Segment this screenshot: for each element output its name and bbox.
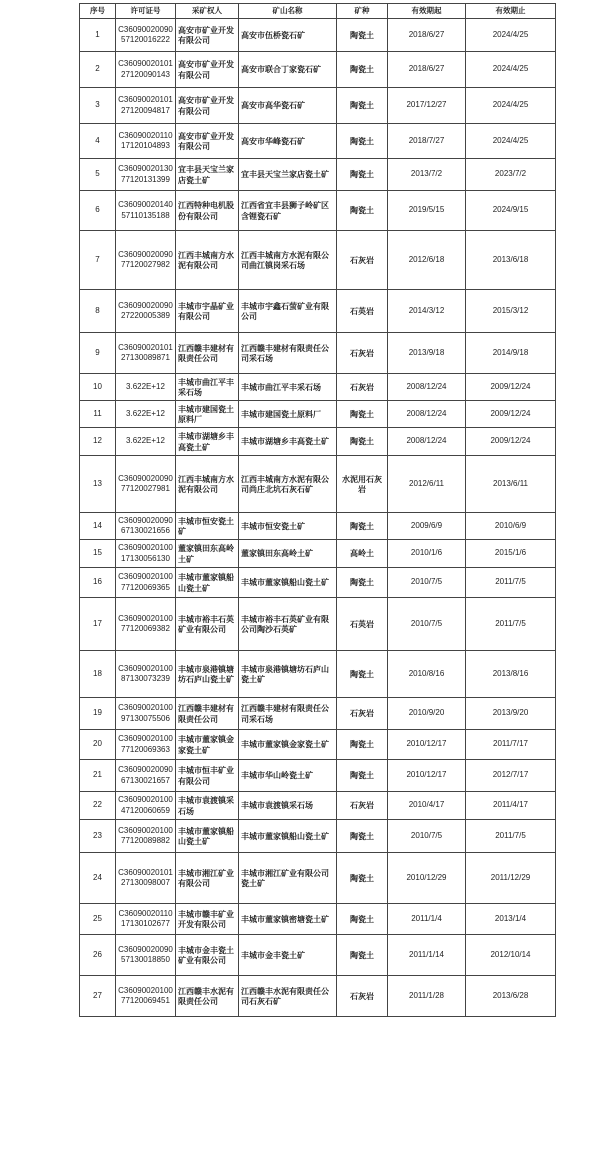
valid-until: 2024/4/25 — [466, 19, 556, 52]
valid-until: 2009/12/24 — [466, 428, 556, 456]
table-row — [80, 651, 556, 698]
valid-until: 2013/6/28 — [466, 976, 556, 1017]
valid-from: 2010/7/5 — [388, 598, 466, 651]
valid-until: 2013/6/11 — [466, 456, 556, 513]
mining-right-holder: 丰城市金丰瓷土矿业有限公司 — [176, 935, 239, 976]
mining-right-holder: 丰城市裕丰石英矿业有限公司 — [176, 598, 239, 651]
valid-from: 2010/7/5 — [388, 820, 466, 853]
valid-until: 2011/7/5 — [466, 820, 556, 853]
valid-until: 2011/7/5 — [466, 568, 556, 598]
license-number: C36090020100 17130056130 — [116, 540, 176, 568]
mining-right-holder: 江西丰城南方水泥有限公司 — [176, 231, 239, 290]
license-number: 3.622E+12 — [116, 428, 176, 456]
mine-name: 丰城市湘江矿业有限公司瓷土矿 — [239, 853, 337, 904]
mining-right-holder: 江西特种电机股份有限公司 — [176, 191, 239, 231]
mine-name: 江西丰城南方水泥有限公司尚庄北坑石灰石矿 — [239, 456, 337, 513]
mine-name: 江西丰城南方水泥有限公司曲江镇岗采石场 — [239, 231, 337, 290]
valid-from: 2008/12/24 — [388, 428, 466, 456]
table-row — [80, 428, 556, 456]
valid-until: 2010/6/9 — [466, 513, 556, 540]
table-row — [80, 401, 556, 428]
mining-right-holder: 丰城市董家镇船山瓷土矿 — [176, 568, 239, 598]
table-row — [80, 698, 556, 730]
valid-until: 2024/4/25 — [466, 88, 556, 124]
valid-from: 2014/3/12 — [388, 290, 466, 333]
mineral-type: 陶瓷土 — [337, 124, 388, 159]
valid-from: 2008/12/24 — [388, 374, 466, 401]
valid-from: 2018/6/27 — [388, 19, 466, 52]
valid-until: 2015/3/12 — [466, 290, 556, 333]
valid-from: 2011/1/4 — [388, 904, 466, 935]
mineral-type: 陶瓷土 — [337, 88, 388, 124]
mineral-type: 陶瓷土 — [337, 730, 388, 760]
license-number: C36090020110 17120104893 — [116, 124, 176, 159]
valid-from: 2017/12/27 — [388, 88, 466, 124]
mine-name: 董家镇田东高岭土矿 — [239, 540, 337, 568]
mineral-type: 陶瓷土 — [337, 159, 388, 191]
row-number: 3 — [80, 88, 116, 124]
valid-from: 2010/12/17 — [388, 730, 466, 760]
mining-right-holder: 丰城市恒安瓷土矿 — [176, 513, 239, 540]
valid-from: 2012/6/11 — [388, 456, 466, 513]
valid-until: 2012/10/14 — [466, 935, 556, 976]
valid-until: 2023/7/2 — [466, 159, 556, 191]
mineral-type: 石灰岩 — [337, 374, 388, 401]
row-number: 7 — [80, 231, 116, 290]
row-number: 2 — [80, 52, 116, 88]
row-number: 17 — [80, 598, 116, 651]
mine-name: 丰城市裕丰石英矿业有限公司陶沙石英矿 — [239, 598, 337, 651]
license-number: C36090020100 77120069382 — [116, 598, 176, 651]
mine-name: 丰城市金丰瓷土矿 — [239, 935, 337, 976]
table-row — [80, 374, 556, 401]
table-row — [80, 540, 556, 568]
mining-right-holder: 江西赣丰建材有限责任公司 — [176, 698, 239, 730]
mining-right-holder: 丰城市董家镇金家瓷土矿 — [176, 730, 239, 760]
mining-right-holder: 高安市矿业开发有限公司 — [176, 19, 239, 52]
header-cell: 采矿权人 — [176, 4, 239, 19]
table-row — [80, 19, 556, 52]
license-number: C36090020100 77120069365 — [116, 568, 176, 598]
mineral-type: 石英岩 — [337, 598, 388, 651]
license-number: C36090020090 77120027981 — [116, 456, 176, 513]
license-number: C36090020100 77120089882 — [116, 820, 176, 853]
mineral-type: 陶瓷土 — [337, 428, 388, 456]
license-number: 3.622E+12 — [116, 374, 176, 401]
mine-name: 高安市高华瓷石矿 — [239, 88, 337, 124]
mine-name: 丰城市恒安瓷土矿 — [239, 513, 337, 540]
mine-name: 丰城市泉港镇塘坊石庐山瓷土矿 — [239, 651, 337, 698]
row-number: 5 — [80, 159, 116, 191]
valid-from: 2010/12/29 — [388, 853, 466, 904]
valid-from: 2012/6/18 — [388, 231, 466, 290]
mineral-type: 石灰岩 — [337, 698, 388, 730]
valid-from: 2010/8/16 — [388, 651, 466, 698]
valid-from: 2010/9/20 — [388, 698, 466, 730]
row-number: 16 — [80, 568, 116, 598]
mine-name: 丰城市宇鑫石萤矿业有限公司 — [239, 290, 337, 333]
header-cell: 矿种 — [337, 4, 388, 19]
valid-from: 2009/6/9 — [388, 513, 466, 540]
mineral-type: 陶瓷土 — [337, 401, 388, 428]
table-row — [80, 124, 556, 159]
valid-from: 2010/7/5 — [388, 568, 466, 598]
table-row — [80, 159, 556, 191]
mineral-type: 陶瓷土 — [337, 513, 388, 540]
table-row — [80, 456, 556, 513]
table-row — [80, 760, 556, 792]
valid-from: 2010/4/17 — [388, 792, 466, 820]
mine-name: 江西赣丰水泥有限责任公司石灰石矿 — [239, 976, 337, 1017]
row-number: 6 — [80, 191, 116, 231]
license-number: C36090020100 97130075506 — [116, 698, 176, 730]
header-cell: 有效期起 — [388, 4, 466, 19]
row-number: 27 — [80, 976, 116, 1017]
mine-name: 丰城市华山岭瓷土矿 — [239, 760, 337, 792]
valid-from: 2018/6/27 — [388, 52, 466, 88]
valid-until: 2013/6/18 — [466, 231, 556, 290]
valid-until: 2024/9/15 — [466, 191, 556, 231]
valid-until: 2014/9/18 — [466, 333, 556, 374]
valid-from: 2011/1/28 — [388, 976, 466, 1017]
license-number: C36090020130 77120131399 — [116, 159, 176, 191]
license-number: C36090020090 67130021656 — [116, 513, 176, 540]
mineral-type: 石灰岩 — [337, 333, 388, 374]
mineral-type: 陶瓷土 — [337, 853, 388, 904]
mine-name: 丰城市建国瓷土原料厂 — [239, 401, 337, 428]
valid-until: 2011/7/5 — [466, 598, 556, 651]
mine-name: 高安市华峰瓷石矿 — [239, 124, 337, 159]
row-number: 18 — [80, 651, 116, 698]
header-row — [80, 4, 556, 19]
license-number: C36090020101 27130089871 — [116, 333, 176, 374]
header-cell: 矿山名称 — [239, 4, 337, 19]
valid-until: 2009/12/24 — [466, 374, 556, 401]
license-number: C36090020100 87130073239 — [116, 651, 176, 698]
table-row — [80, 820, 556, 853]
row-number: 15 — [80, 540, 116, 568]
license-number: 3.622E+12 — [116, 401, 176, 428]
row-number: 8 — [80, 290, 116, 333]
license-number: C36090020090 77120027982 — [116, 231, 176, 290]
valid-until: 2011/7/17 — [466, 730, 556, 760]
mineral-type: 陶瓷土 — [337, 820, 388, 853]
row-number: 11 — [80, 401, 116, 428]
mining-right-holder: 高安市矿业开发有限公司 — [176, 124, 239, 159]
row-number: 23 — [80, 820, 116, 853]
mineral-type: 石灰岩 — [337, 231, 388, 290]
row-number: 19 — [80, 698, 116, 730]
valid-until: 2013/8/16 — [466, 651, 556, 698]
row-number: 24 — [80, 853, 116, 904]
mining-right-holder: 高安市矿业开发有限公司 — [176, 52, 239, 88]
table-row — [80, 52, 556, 88]
mining-right-holder: 丰城市董家镇船山瓷土矿 — [176, 820, 239, 853]
table-row — [80, 191, 556, 231]
mining-right-holder: 丰城市湘江矿业有限公司 — [176, 853, 239, 904]
table-row — [80, 568, 556, 598]
valid-from: 2018/7/27 — [388, 124, 466, 159]
mine-name: 丰城市董家镇船山瓷土矿 — [239, 568, 337, 598]
valid-until: 2013/1/4 — [466, 904, 556, 935]
license-number: C36090020100 77120069363 — [116, 730, 176, 760]
mine-name: 宜丰县天宝兰家店瓷土矿 — [239, 159, 337, 191]
mining-right-holder: 宜丰县天宝兰家店瓷土矿 — [176, 159, 239, 191]
header-cell: 序号 — [80, 4, 116, 19]
mining-right-holder: 丰城市曲江平丰采石场 — [176, 374, 239, 401]
row-number: 13 — [80, 456, 116, 513]
mining-right-holder: 丰城市恒丰矿业有限公司 — [176, 760, 239, 792]
table-row — [80, 792, 556, 820]
table-row — [80, 88, 556, 124]
row-number: 20 — [80, 730, 116, 760]
mineral-type: 陶瓷土 — [337, 651, 388, 698]
license-number: C36090020101 27120090143 — [116, 52, 176, 88]
mining-right-holder: 江西赣丰建材有限责任公司 — [176, 333, 239, 374]
valid-from: 2010/1/6 — [388, 540, 466, 568]
mining-right-holder: 丰城市建国瓷土原料厂 — [176, 401, 239, 428]
row-number: 10 — [80, 374, 116, 401]
mine-name: 江西赣丰建材有限责任公司采石场 — [239, 698, 337, 730]
mineral-type: 石灰岩 — [337, 976, 388, 1017]
table-row — [80, 231, 556, 290]
mineral-type: 陶瓷土 — [337, 19, 388, 52]
table-row — [80, 290, 556, 333]
table-row — [80, 853, 556, 904]
valid-until: 2024/4/25 — [466, 124, 556, 159]
mineral-type: 陶瓷土 — [337, 52, 388, 88]
valid-from: 2013/9/18 — [388, 333, 466, 374]
valid-until: 2011/4/17 — [466, 792, 556, 820]
table-row — [80, 513, 556, 540]
license-number: C36090020101 27120094817 — [116, 88, 176, 124]
valid-until: 2015/1/6 — [466, 540, 556, 568]
table-row — [80, 976, 556, 1017]
row-number: 14 — [80, 513, 116, 540]
row-number: 25 — [80, 904, 116, 935]
license-number: C36090020100 77120069451 — [116, 976, 176, 1017]
mineral-type: 水泥用石灰岩 — [337, 456, 388, 513]
mine-name: 高安市联合丁家瓷石矿 — [239, 52, 337, 88]
mine-name: 江西省宜丰县狮子岭矿区含锂瓷石矿 — [239, 191, 337, 231]
license-number: C36090020110 17130102677 — [116, 904, 176, 935]
license-number: C36090020090 27220005389 — [116, 290, 176, 333]
mine-name: 江西赣丰建材有限责任公司采石场 — [239, 333, 337, 374]
valid-from: 2008/12/24 — [388, 401, 466, 428]
mineral-type: 陶瓷土 — [337, 904, 388, 935]
valid-from: 2013/7/2 — [388, 159, 466, 191]
mineral-type: 陶瓷土 — [337, 760, 388, 792]
mine-name: 丰城市袁渡镇采石场 — [239, 792, 337, 820]
mineral-type: 陶瓷土 — [337, 568, 388, 598]
valid-until: 2024/4/25 — [466, 52, 556, 88]
valid-from: 2010/12/17 — [388, 760, 466, 792]
mine-name: 丰城市董家镇金家瓷土矿 — [239, 730, 337, 760]
valid-from: 2019/5/15 — [388, 191, 466, 231]
mining-license-table — [79, 3, 556, 1017]
table-row — [80, 730, 556, 760]
mineral-type: 高岭土 — [337, 540, 388, 568]
table-row — [80, 935, 556, 976]
mine-name: 丰城市董家镇密塘瓷土矿 — [239, 904, 337, 935]
mine-name: 丰城市曲江平丰采石场 — [239, 374, 337, 401]
mineral-type: 陶瓷土 — [337, 935, 388, 976]
table-row — [80, 904, 556, 935]
row-number: 4 — [80, 124, 116, 159]
row-number: 9 — [80, 333, 116, 374]
valid-from: 2011/1/14 — [388, 935, 466, 976]
row-number: 1 — [80, 19, 116, 52]
row-number: 26 — [80, 935, 116, 976]
row-number: 21 — [80, 760, 116, 792]
valid-until: 2009/12/24 — [466, 401, 556, 428]
header-cell: 许可证号 — [116, 4, 176, 19]
license-number: C36090020140 57110135188 — [116, 191, 176, 231]
license-number: C36090020101 27130098007 — [116, 853, 176, 904]
valid-until: 2012/7/17 — [466, 760, 556, 792]
license-number: C36090020090 67130021657 — [116, 760, 176, 792]
mineral-type: 石英岩 — [337, 290, 388, 333]
mining-right-holder: 丰城市袁渡镇采石场 — [176, 792, 239, 820]
row-number: 12 — [80, 428, 116, 456]
mining-right-holder: 丰城市湖塘乡丰高瓷土矿 — [176, 428, 239, 456]
mine-name: 高安市伍桥瓷石矿 — [239, 19, 337, 52]
license-number: C36090020090 57120016222 — [116, 19, 176, 52]
license-number: C36090020100 47120060659 — [116, 792, 176, 820]
mining-right-holder: 丰城市赣丰矿业开发有限公司 — [176, 904, 239, 935]
mineral-type: 陶瓷土 — [337, 191, 388, 231]
row-number: 22 — [80, 792, 116, 820]
mine-name: 丰城市湖塘乡丰高瓷土矿 — [239, 428, 337, 456]
mining-right-holder: 董家镇田东高岭土矿 — [176, 540, 239, 568]
mining-right-holder: 江西丰城南方水泥有限公司 — [176, 456, 239, 513]
mine-name: 丰城市董家镇船山瓷土矿 — [239, 820, 337, 853]
valid-until: 2011/12/29 — [466, 853, 556, 904]
table-row — [80, 598, 556, 651]
license-number: C36090020090 57130018850 — [116, 935, 176, 976]
table-row — [80, 333, 556, 374]
mining-right-holder: 高安市矿业开发有限公司 — [176, 88, 239, 124]
header-cell: 有效期止 — [466, 4, 556, 19]
valid-until: 2013/9/20 — [466, 698, 556, 730]
mining-right-holder: 江西赣丰水泥有限责任公司 — [176, 976, 239, 1017]
mineral-type: 石灰岩 — [337, 792, 388, 820]
mining-right-holder: 丰城市宇晶矿业有限公司 — [176, 290, 239, 333]
mining-right-holder: 丰城市泉港镇塘坊石庐山瓷土矿 — [176, 651, 239, 698]
